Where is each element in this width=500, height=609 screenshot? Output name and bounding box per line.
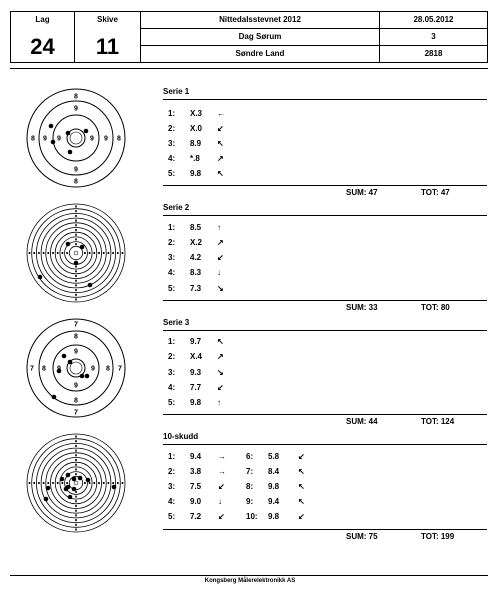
series-4-title: 10-skudd [163, 432, 199, 441]
skive-cell [74, 11, 141, 63]
header-grid [10, 11, 488, 63]
target-serie-2 [26, 203, 126, 303]
shot-hole [66, 131, 71, 136]
ring-tick [75, 450, 77, 452]
direction-arrow-icon: ← [217, 109, 225, 118]
ring-number: 9 [74, 105, 78, 113]
series-3-divider [163, 330, 487, 331]
series-4-sum-divider [163, 529, 487, 530]
ring-tick [122, 252, 124, 254]
ring-number: 9 [57, 135, 61, 143]
direction-arrow-icon: ↘ [217, 284, 224, 293]
ring-tick [75, 299, 77, 301]
series-3-sum: SUM: 44 [346, 417, 378, 426]
series-1-title: Serie 1 [163, 87, 190, 96]
direction-arrow-icon: ↙ [217, 253, 224, 262]
direction-arrow-icon: ↙ [217, 383, 224, 392]
shot-hole [72, 487, 77, 492]
ring-tick [33, 482, 35, 484]
ring-tick [112, 252, 114, 254]
direction-arrow-icon: ↖ [298, 497, 305, 506]
series-3-title: Serie 3 [163, 318, 190, 327]
shot-hole [86, 478, 91, 483]
series-4-tot: TOT: 199 [421, 532, 455, 541]
ring-tick [38, 252, 40, 254]
ring-tick [75, 496, 77, 498]
ring-tick [75, 510, 77, 512]
ring-number: 8 [31, 135, 35, 143]
shot-hole [49, 124, 54, 129]
ring-number: 8 [106, 365, 110, 373]
ring-tick [75, 519, 77, 521]
direction-arrow-icon: ↗ [217, 352, 224, 361]
ring-number: 9 [43, 135, 47, 143]
direction-arrow-icon: ↑ [217, 398, 221, 407]
ring-tick [108, 482, 110, 484]
ring-tick [75, 229, 77, 231]
ring-tick [75, 464, 77, 466]
target-serie-3 [26, 318, 126, 418]
series-1-sum: SUM: 47 [346, 188, 378, 197]
shot-hole [88, 283, 93, 288]
ring-tick [48, 482, 50, 484]
ring-number: 9 [74, 348, 78, 356]
shot-hole [68, 495, 73, 500]
ring-number: 9 [74, 382, 78, 390]
ring-tick [66, 252, 68, 254]
direction-arrow-icon: ↙ [298, 452, 305, 461]
shot-hole [74, 261, 79, 266]
shooter-class: 3 [431, 32, 436, 41]
direction-arrow-icon: ↙ [218, 482, 225, 491]
direction-arrow-icon: ↖ [217, 337, 224, 346]
series-1-sum-divider [163, 185, 487, 186]
ring-tick [75, 215, 77, 217]
ring-tick [33, 252, 35, 254]
ring-tick [75, 473, 77, 475]
shot-hole [112, 485, 117, 490]
ring-tick [75, 436, 77, 438]
ring-tick [75, 440, 77, 442]
series-2-title: Serie 2 [163, 203, 190, 212]
shot-hole [46, 486, 51, 491]
shot-hole [68, 150, 73, 155]
ring-number: 8 [74, 178, 78, 186]
ring-tick [75, 454, 77, 456]
class-cell [379, 28, 488, 46]
ring-tick [52, 252, 54, 254]
direction-arrow-icon: ↙ [298, 512, 305, 521]
ring-tick [89, 252, 91, 254]
ring-tick [75, 206, 77, 208]
ring-number: 7 [74, 409, 78, 417]
ring-tick [75, 220, 77, 222]
ring-tick [52, 482, 54, 484]
lag-value: 24 [30, 34, 55, 59]
id-cell [379, 45, 488, 63]
ring-tick [48, 252, 50, 254]
direction-arrow-icon: ↖ [298, 482, 305, 491]
skive-label: Skive [97, 15, 118, 24]
ring-tick [66, 482, 68, 484]
target-serie-1 [26, 88, 126, 188]
direction-arrow-icon: ↓ [218, 497, 222, 506]
series-2-tot: TOT: 80 [421, 303, 450, 312]
ring-tick [29, 482, 31, 484]
ring-number: 8 [74, 93, 78, 101]
ring-tick [75, 238, 77, 240]
shooter-id: 2818 [424, 49, 443, 58]
ring-tick [108, 252, 110, 254]
shot-hole [84, 129, 89, 134]
ring-tick [75, 491, 77, 493]
direction-arrow-icon: ↗ [217, 238, 224, 247]
ring-number: 9 [74, 166, 78, 174]
ring-tick [75, 514, 77, 516]
direction-arrow-icon: ↙ [218, 512, 225, 521]
shot-hole [66, 485, 71, 490]
ring-tick [117, 252, 119, 254]
ring-number: 8 [74, 397, 78, 405]
shot-hole [57, 369, 62, 374]
event-name: Nittedalsstevnet 2012 [219, 15, 301, 24]
ring-number: 9 [91, 365, 95, 373]
shot-hole [60, 477, 65, 482]
ring-number: 8 [74, 333, 78, 341]
ring-tick [75, 500, 77, 502]
ring-tick [84, 482, 86, 484]
ring-tick [112, 482, 114, 484]
shooter-cell [140, 28, 380, 46]
ring-tick [43, 252, 45, 254]
header-divider [10, 68, 488, 69]
shot-hole [52, 395, 57, 400]
shot-hole [62, 354, 67, 359]
shot-hole [80, 245, 85, 250]
ring-tick [75, 224, 77, 226]
ring-tick [98, 482, 100, 484]
ring-tick [75, 468, 77, 470]
footer-divider [10, 575, 488, 576]
series-1-tot: TOT: 47 [421, 188, 450, 197]
ring-tick [62, 482, 64, 484]
date-cell [379, 11, 488, 29]
ring-number: 9 [104, 135, 108, 143]
direction-arrow-icon: ↖ [217, 139, 224, 148]
shot-hole [80, 374, 85, 379]
ring-tick [117, 482, 119, 484]
shooter-name: Dag Sørum [238, 32, 282, 41]
direction-arrow-icon: ↗ [217, 154, 224, 163]
ring-tick [75, 524, 77, 526]
direction-arrow-icon: → [218, 452, 226, 461]
ring-tick [103, 482, 105, 484]
lag-label: Lag [35, 15, 50, 24]
ring-tick [75, 459, 77, 461]
ring-tick [57, 252, 59, 254]
target-10-skudd [26, 433, 126, 533]
ring-tick [75, 210, 77, 212]
ring-tick [75, 275, 77, 277]
ring-tick [57, 482, 59, 484]
ring-number: 7 [74, 321, 78, 329]
series-2-sum-divider [163, 300, 487, 301]
skive-value: 11 [95, 34, 120, 59]
ring-tick [38, 482, 40, 484]
ring-tick [75, 270, 77, 272]
ring-tick [75, 505, 77, 507]
ring-tick [89, 482, 91, 484]
ring-tick [122, 482, 124, 484]
lag-cell [10, 11, 75, 63]
direction-arrow-icon: ↓ [217, 268, 221, 277]
series-4-divider [163, 444, 487, 445]
event-date: 28.05.2012 [413, 15, 454, 24]
shot-hole [78, 476, 83, 481]
series-2-divider [163, 215, 487, 216]
ring-number: 9 [90, 135, 94, 143]
ring-tick [75, 294, 77, 296]
shot-hole [44, 497, 49, 502]
ring-tick [75, 243, 77, 245]
shot-hole [66, 473, 71, 478]
series-2-sum: SUM: 33 [346, 303, 378, 312]
ring-tick [75, 234, 77, 236]
ring-tick [75, 445, 77, 447]
ring-tick [103, 252, 105, 254]
shot-hole [51, 140, 56, 145]
series-3-sum-divider [163, 414, 487, 415]
club-name: Søndre Land [235, 49, 285, 58]
shot-hole [72, 477, 77, 482]
series-3-tot: TOT: 124 [421, 417, 455, 426]
ring-tick [75, 280, 77, 282]
ring-tick [29, 252, 31, 254]
ring-tick [75, 284, 77, 286]
ring-tick [98, 252, 100, 254]
direction-arrow-icon: → [218, 467, 226, 476]
direction-arrow-icon: ↙ [217, 124, 224, 133]
direction-arrow-icon: ↑ [217, 223, 221, 232]
ring-tick [75, 529, 77, 531]
ring-tick [94, 482, 96, 484]
ring-number: 7 [30, 365, 34, 373]
ring-tick [84, 252, 86, 254]
shot-hole [66, 242, 71, 247]
ring-number: 8 [42, 365, 46, 373]
direction-arrow-icon: ↘ [217, 368, 224, 377]
ring-number: 8 [117, 135, 121, 143]
shot-hole [85, 374, 90, 379]
ring-tick [75, 289, 77, 291]
direction-arrow-icon: ↖ [298, 467, 305, 476]
event-cell [140, 11, 380, 29]
ring-tick [75, 266, 77, 268]
series-1-divider [163, 99, 487, 100]
footer-company: Kongsberg Målerelektronikk AS [204, 578, 296, 584]
series-4-sum: SUM: 75 [346, 532, 378, 541]
shot-hole [38, 275, 43, 280]
ring-number: 7 [118, 365, 122, 373]
ring-tick [94, 252, 96, 254]
direction-arrow-icon: ↖ [217, 169, 224, 178]
shot-hole [68, 360, 73, 365]
ring-tick [62, 252, 64, 254]
ring-tick [43, 482, 45, 484]
club-cell [140, 45, 380, 63]
